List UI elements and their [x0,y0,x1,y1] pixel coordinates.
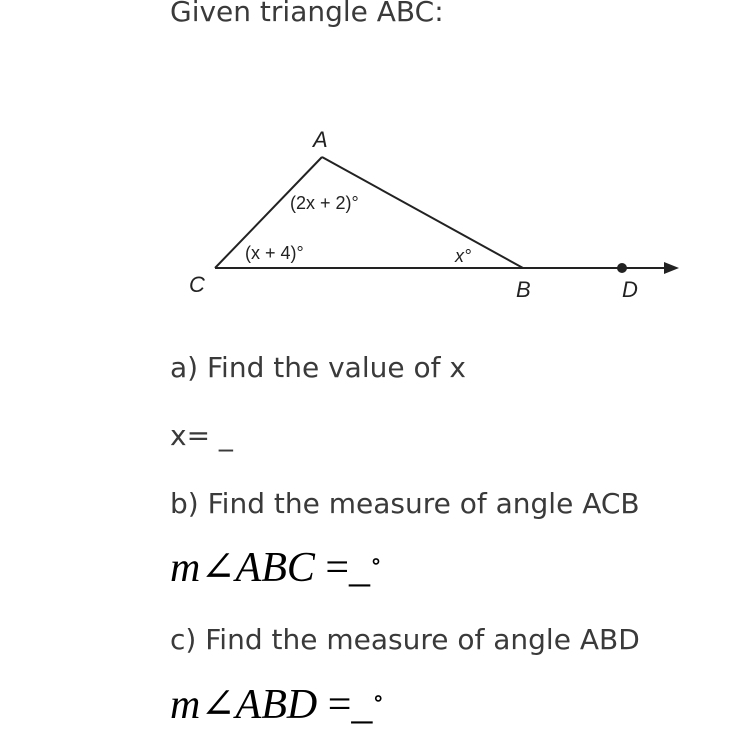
angle-symbol: ∠ [200,682,236,728]
answer-b-blank[interactable]: =_ [314,545,371,591]
vertex-label-b: B [516,277,531,302]
question-c-prompt: c) Find the measure of angle ABD [170,623,640,656]
math-letters: ABC [235,545,315,591]
ray-arrowhead [664,262,679,274]
angle-label-c: (x + 4)° [245,243,304,263]
math-angle-abc [170,547,382,589]
point-d-dot [617,263,627,273]
math-m: m [170,545,201,591]
math-angle-abd [170,684,384,726]
question-a-prompt: a) Find the value of x [170,351,466,384]
problem-intro: Given triangle ABC: [170,0,444,28]
point-label-d: D [622,277,638,302]
degree-symbol: ∘ [370,549,382,575]
math-m: m [170,682,201,728]
triangle-figure [0,0,735,320]
vertex-label-a: A [313,127,328,152]
vertex-label-c: C [189,272,205,297]
angle-label-b: x° [455,246,472,266]
answer-a-blank[interactable]: x= _ [170,419,233,452]
angle-symbol: ∠ [200,545,236,591]
angle-label-a: (2x + 2)° [290,193,359,213]
degree-symbol: ∘ [372,686,385,712]
answer-c-blank[interactable]: =_ [317,682,373,728]
math-letters: ABD [235,682,318,728]
question-b-prompt: b) Find the measure of angle ACB [170,487,640,520]
